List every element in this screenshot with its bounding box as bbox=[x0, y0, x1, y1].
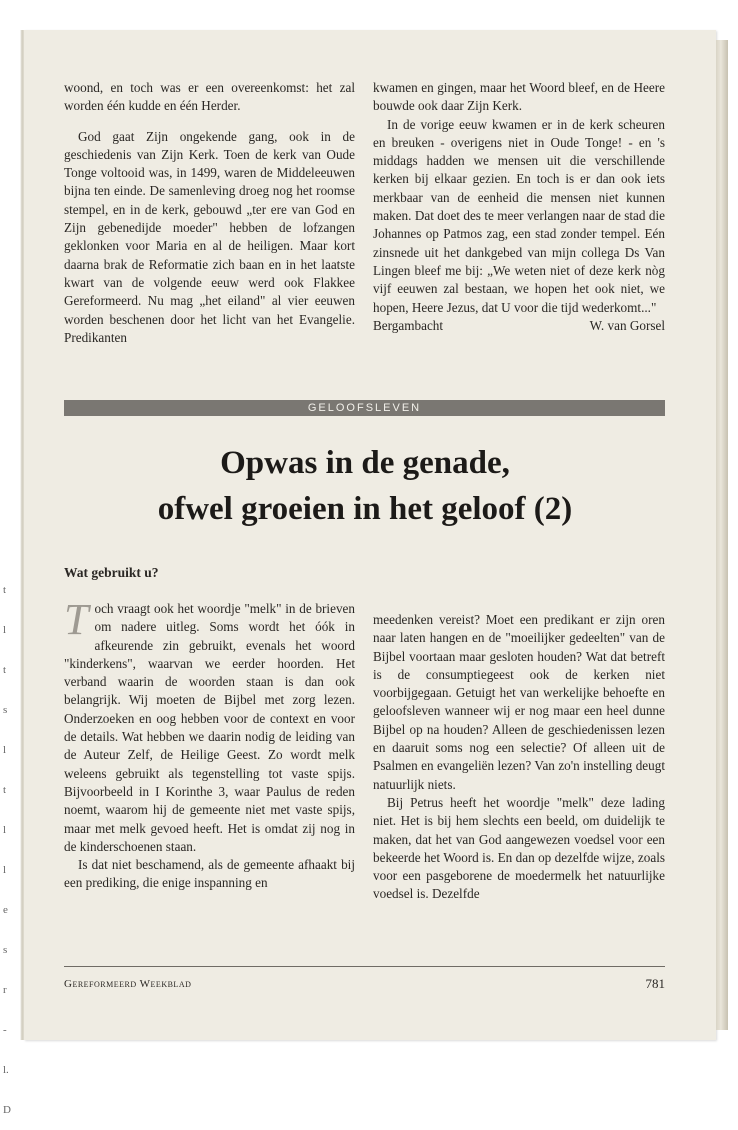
spine-letter: l bbox=[3, 744, 7, 756]
spine-letter: l bbox=[3, 624, 7, 636]
signature-place: Bergambacht bbox=[373, 317, 444, 333]
paragraph: kwamen en gingen, maar het Woord bleef, en de Heere bouwde ook daar Zijn Kerk. bbox=[373, 80, 665, 114]
article-right-column bbox=[373, 611, 665, 904]
title-line: Opwas in de genade, bbox=[220, 445, 510, 481]
spine-letter: t bbox=[3, 664, 7, 676]
paragraph: meedenken vereist? Moet een predikant er zijn oren naar laten hangen en de "moeilijker gedeelten" van de Bijbel voortaan maar gesloten houden? Wat dat betreft is de consumptiegeest ook de kerken niet voorbijgegaan. Getuigt het van werkelijke behoefte en geloofsleven wanneer wij er nog maar een heel dunne Bijbel op na houden? Alleen de geschiedenissen lezen en daaruit soms nog een selectie? Of alleen uit de Psalmen en evangeliën lezen? Van zo'n instelling deugt natuurlijk niets. bbox=[373, 612, 665, 792]
paragraph-text: och vraagt ook het woordje "melk" in de brieven om nadere uitleg. Soms wordt het óók in afkeurende zin gebruikt, evenals het woord "kinderkens", waarvan we eerder hoorden. Het verband waarin de woorden staan is dan ook belangrijk. Wij moeten de Bijbel met zorg lezen. Onderzoeken en oog hebben voor de context en voor de details. Wat hebben we daarin nodig de leiding van de Auteur Zelf, de Heilige Geest. Zo wordt melk weleens gebruikt als tegenstelling tot vaste spijs. Bijvoorbeeld in I Korinthe 3, waar Paulus de reden noemt, waarom hij de gemeente niet met vaste spijs, maar met melk gevoed heeft. Het is omdat zij nog in de kinderschoenen staan. bbox=[64, 601, 355, 854]
signature-author: W. van Gorsel bbox=[589, 317, 665, 333]
publication-name: Gereformeerd Weekblad bbox=[64, 978, 192, 990]
article-left-column bbox=[64, 595, 355, 893]
paragraph: woond, en toch was er een overeenkomst: het zal worden één kudde en één Herder. bbox=[64, 80, 355, 114]
spine-letter: t bbox=[3, 584, 7, 596]
paragraph: God gaat Zijn ongekende gang, ook in de geschiedenis van Zijn Kerk. Toen de kerk van Oude Tonge voltooid was, in 1499, waren de Middeleeuwen bijna ten einde. De samenleving droeg nog het roomse stempel, en in de kerk, gebouwd „ter ere van God en Zijn gebenedijde moeder" hebben de lofzangen geklonken voor Maria en al de heiligen. Maar kort daarna brak de Reformatie zich baan en in het laatste kwart van de volgende eeuw werd ook Flakkee Gereformeerd. Nu mag „het eiland" al vier eeuwen worden beschenen door het licht van het Evangelie. Predikanten bbox=[64, 128, 355, 345]
page-stack-edge bbox=[716, 40, 728, 1030]
spine-letter: e bbox=[3, 904, 8, 916]
title-line: ofwel groeien in het geloof (2) bbox=[157, 491, 573, 527]
drop-cap: T bbox=[64, 595, 89, 644]
signature bbox=[373, 317, 665, 335]
spine-letter: l bbox=[3, 864, 7, 876]
article-title bbox=[40, 440, 690, 532]
spine-letter: s bbox=[3, 704, 8, 716]
spine-letter: D bbox=[3, 1104, 11, 1116]
paragraph bbox=[64, 595, 355, 856]
previous-article-left-column bbox=[64, 79, 355, 347]
subheading: Wat gebruikt u? bbox=[64, 565, 159, 580]
section-label: GELOOFSLEVEN bbox=[64, 400, 665, 416]
spine-letter: l. bbox=[3, 1064, 9, 1076]
paragraph: Bij Petrus heeft het woordje "melk" deze lading niet. Het is bij hem slechts een beeld, om duidelijk te maken, dat het van God aangewezen voedsel voor een bekeerde het Woord is. En dan op dezelfde wijze, zoals voor een pasgeborene de moedermelk het natuurlijke voedsel is. Dezelfde bbox=[373, 794, 665, 902]
paragraph: In de vorige eeuw kwamen er in de kerk scheuren en breuken - overigens niet in Oude Tonge! - en 's middags hadden we mensen uit die verschillende kerken bij elkaar gezien. En toch is er dan ook iets merkbaar van de eenheid die mensen niet kunnen maken. Dat doet des te meer verlangen naar de stad die Johannes op Patmos zag, een stad zonder tempel. Eén zinsnede uit het dankgebed van mijn collega Ds Van Lingen bleef me bij: „We weten niet of deze kerk nòg vijf eeuwen zal bestaan, we hopen het ook niet, we hopen, Heere Jezus, dat U voor die tijd wederkomt..." bbox=[373, 116, 665, 315]
spine-letter: - bbox=[3, 1024, 7, 1036]
paragraph: Is dat niet beschamend, als de gemeente afhaakt bij een prediking, die enige inspanning en bbox=[64, 857, 355, 891]
facing-page-letters bbox=[3, 570, 17, 1130]
spine-letter: r bbox=[3, 984, 7, 996]
footer-rule bbox=[64, 966, 665, 967]
spine-letter: l bbox=[3, 824, 7, 836]
spine-letter: s bbox=[3, 944, 8, 956]
previous-article-right-column bbox=[373, 79, 665, 335]
facing-page-edge bbox=[0, 30, 24, 1116]
spine-letter: t bbox=[3, 784, 7, 796]
page-number: 781 bbox=[645, 976, 665, 991]
